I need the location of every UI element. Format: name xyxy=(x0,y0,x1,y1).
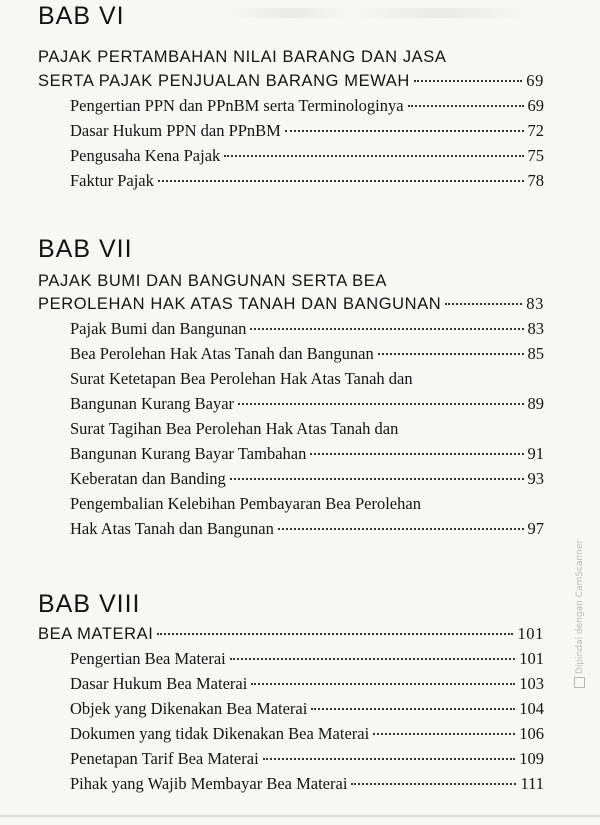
toc-entry[interactable] xyxy=(70,344,544,364)
chapter-title-line: PAJAK BUMI DAN BANGUNAN SERTA BEA xyxy=(38,272,387,290)
entry-text: Hak Atas Tanah dan Bangunan xyxy=(70,519,274,538)
leader-dots xyxy=(158,180,524,182)
page-number: 101 xyxy=(519,649,544,668)
entry-text-line: Pengembalian Kelebihan Pembayaran Bea Perolehan xyxy=(70,494,421,513)
page-number: 69 xyxy=(527,96,544,115)
scan-bleed xyxy=(230,8,530,18)
chapter-label: BAB VII xyxy=(38,235,133,263)
chapter-title-line: PAJAK PERTAMBAHAN NILAI BARANG DAN JASA xyxy=(38,48,447,66)
toc-entry[interactable] xyxy=(70,649,544,669)
leader-dots xyxy=(414,80,522,82)
toc-entry[interactable] xyxy=(70,121,544,141)
leader-dots xyxy=(408,105,524,107)
page-number: 93 xyxy=(527,469,544,488)
entry-text: Bangunan Kurang Bayar xyxy=(70,394,235,413)
leader-dots xyxy=(251,683,515,685)
page-number: 89 xyxy=(527,394,544,413)
page-number: 91 xyxy=(527,444,544,463)
page-number: 101 xyxy=(517,624,544,643)
leader-dots xyxy=(378,353,524,355)
entry-text: Pajak Bumi dan Bangunan xyxy=(70,319,247,338)
entry-text: Bea Perolehan Hak Atas Tanah dan Bangunan xyxy=(70,344,374,363)
toc-entry[interactable] xyxy=(70,96,544,116)
toc-entry[interactable] xyxy=(70,171,544,191)
page-number: 109 xyxy=(519,749,544,768)
leader-dots xyxy=(310,453,523,455)
entry-text: Dokumen yang tidak Dikenakan Bea Materai xyxy=(70,724,370,743)
chapter-title-text: SERTA PAJAK PENJUALAN BARANG MEWAH xyxy=(38,72,410,90)
leader-dots xyxy=(224,155,523,157)
camscanner-icon xyxy=(574,677,585,688)
entry-text: Bangunan Kurang Bayar Tambahan xyxy=(70,444,307,463)
entry-text: Objek yang Dikenakan Bea Materai xyxy=(70,699,308,718)
entry-text: Dasar Hukum Bea Materai xyxy=(70,674,248,693)
chapter-label: BAB VI xyxy=(38,2,125,30)
leader-dots xyxy=(230,658,515,660)
page-number: 83 xyxy=(526,294,544,313)
toc-entry[interactable] xyxy=(70,394,544,414)
page-number: 75 xyxy=(527,146,544,165)
leader-dots xyxy=(285,130,524,132)
toc-entry[interactable] xyxy=(70,146,544,166)
leader-dots xyxy=(445,303,522,305)
entry-text: Pengusaha Kena Pajak xyxy=(70,146,221,165)
leader-dots xyxy=(238,403,523,405)
entry-text: Pengertian PPN dan PPnBM serta Terminologinya xyxy=(70,96,404,115)
scanner-watermark xyxy=(574,540,585,688)
page-number: 111 xyxy=(520,774,544,793)
toc-entry[interactable] xyxy=(70,749,544,769)
page-number: 106 xyxy=(519,724,544,743)
entry-text: Dasar Hukum PPN dan PPnBM xyxy=(70,121,281,140)
toc-entry[interactable] xyxy=(70,674,544,694)
leader-dots xyxy=(351,783,516,785)
page-number: 83 xyxy=(527,319,544,338)
toc-entry[interactable] xyxy=(70,724,544,744)
entry-text-line: Surat Tagihan Bea Perolehan Hak Atas Tanah dan xyxy=(70,419,399,438)
page-number: 85 xyxy=(527,344,544,363)
leader-dots xyxy=(157,633,513,635)
page-number: 78 xyxy=(527,171,544,190)
chapter-title-text: PEROLEHAN HAK ATAS TANAH DAN BANGUNAN xyxy=(38,295,442,313)
leader-dots xyxy=(230,478,524,480)
watermark-text: Dipindai dengan CamScanner xyxy=(575,539,585,674)
toc-entry[interactable] xyxy=(70,774,544,794)
entry-text: Faktur Pajak xyxy=(70,171,154,190)
chapter-label: BAB VIII xyxy=(38,590,141,618)
toc-entry[interactable] xyxy=(70,444,544,464)
toc-chapter-title[interactable] xyxy=(38,71,544,91)
entry-text: Keberatan dan Banding xyxy=(70,469,226,488)
toc-chapter-title[interactable] xyxy=(38,624,544,644)
toc-entry[interactable] xyxy=(70,469,544,489)
page-number: 72 xyxy=(527,121,544,140)
entry-text: Penetapan Tarif Bea Materai xyxy=(70,749,259,768)
leader-dots xyxy=(263,758,516,760)
page-number: 104 xyxy=(519,699,544,718)
toc-entry[interactable] xyxy=(70,519,544,539)
page-number: 103 xyxy=(519,674,544,693)
toc-entry[interactable] xyxy=(70,699,544,719)
page-number: 69 xyxy=(526,71,544,90)
chapter-title-text: BEA MATERAI xyxy=(38,625,154,643)
leader-dots xyxy=(311,708,515,710)
page-edge xyxy=(0,815,600,817)
toc-entry[interactable] xyxy=(70,319,544,339)
leader-dots xyxy=(373,733,515,735)
entry-text: Pihak yang Wajib Membayar Bea Materai xyxy=(70,774,348,793)
leader-dots xyxy=(250,328,523,330)
leader-dots xyxy=(278,528,524,530)
toc-chapter-title[interactable] xyxy=(38,294,544,314)
entry-text-line: Surat Ketetapan Bea Perolehan Hak Atas Tanah dan xyxy=(70,369,413,388)
entry-text: Pengertian Bea Materai xyxy=(70,649,226,668)
page-number: 97 xyxy=(527,519,544,538)
